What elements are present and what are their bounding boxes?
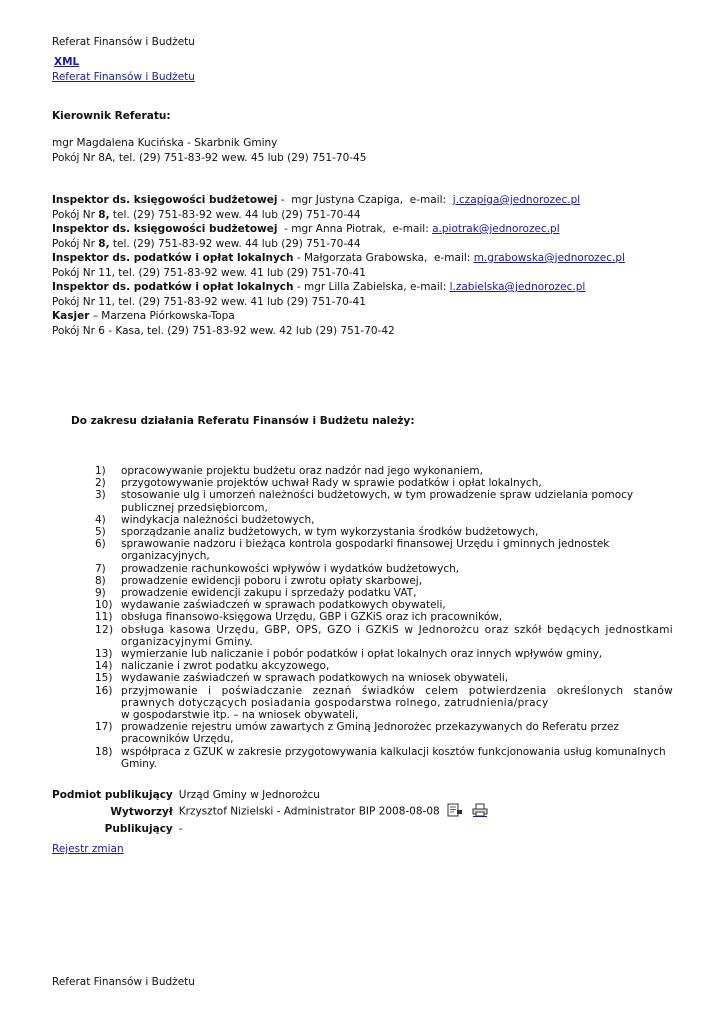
- email-link[interactable]: l.zabielska@jednorozec.pl: [449, 281, 586, 293]
- staff-role-line: [52, 251, 625, 266]
- department-link[interactable]: Referat Finansów i Budżetu: [52, 71, 195, 83]
- list-item: [95, 648, 673, 660]
- list-item: [95, 526, 673, 538]
- list-item: [95, 599, 673, 611]
- list-item: [95, 563, 673, 575]
- staff-role-line: [52, 309, 625, 324]
- email-link[interactable]: m.grabowska@jednorozec.pl: [473, 252, 625, 264]
- item-text: obsługa finansowo-księgowa Urzędu, GBP i GZKiS oraz ich pracowników,: [121, 611, 503, 624]
- staff-room-number: 8,: [98, 208, 110, 221]
- email-link[interactable]: j.czapiga@jednorozec.pl: [452, 194, 581, 206]
- staff-room-line: Pokój Nr 11, tel. (29) 751-83-92 wew. 41 lub (29) 751-70-41: [52, 295, 366, 308]
- staff-person: - mgr Anna Piotrak, e-mail:: [277, 223, 433, 235]
- staff-room-prefix: Pokój Nr: [52, 208, 99, 221]
- staff-room-line: [52, 237, 625, 252]
- item-text: przygotowywanie projektów uchwał Rady w sprawie podatków i opłat lokalnych,: [121, 477, 542, 490]
- head-room: Pokój Nr 8A, tel. (29) 751-83-92 wew. 45 lub (29) 751-70-45: [52, 152, 367, 164]
- item-text: prowadzenie ewidencji zakupu i sprzedaży podatku VAT,: [121, 587, 417, 600]
- staff-role-line: [52, 222, 625, 237]
- item-number: 1): [95, 465, 106, 477]
- staff-role: Inspektor ds. księgowości budżetowej: [52, 194, 278, 206]
- item-text: wymierzanie lub naliczanie i pobór podatków i opłat lokalnych oraz innych wpływów gminy,: [121, 648, 603, 661]
- author-label: Wytworzył: [110, 805, 173, 818]
- author-cell: [179, 803, 493, 820]
- list-item: [95, 721, 673, 745]
- footer-title: Referat Finansów i Budżetu: [52, 976, 195, 988]
- page-title: Referat Finansów i Budżetu: [52, 36, 195, 48]
- item-text: wydawanie zaświadczeń w sprawach podatkowych na wniosek obywateli,: [121, 672, 509, 685]
- list-item: [95, 624, 673, 648]
- item-text: sporządzanie analiz budżetowych, w tym wykorzystania środków budżetowych,: [121, 526, 539, 539]
- print-icon[interactable]: [472, 803, 488, 820]
- staff-room-line: Pokój Nr 6 - Kasa, tel. (29) 751-83-92 wew. 42 lub (29) 751-70-42: [52, 324, 395, 337]
- publication-metadata: [52, 786, 492, 837]
- list-item: [95, 538, 673, 562]
- item-number: 4): [95, 513, 106, 526]
- item-text: prowadzenie rachunkowości wpływów i wydatków budżetowych,: [121, 562, 460, 575]
- item-text: przyjmowanie i poświadczanie zeznań świadków celem potwierdzenia określonych stanów prawnych dotyczących posiadania gospodarstwa rolnego, zatrudnienia/pracy: [121, 684, 673, 709]
- item-number: 15): [95, 672, 113, 685]
- list-item: [95, 685, 673, 722]
- staff-role: Inspektor ds. podatków i opłat lokalnych: [52, 281, 294, 293]
- item-number: 11): [95, 611, 113, 624]
- item-text: prowadzenie rejestru umów zawartych z Gminą Jednorożec przekazywanych do Referatu przez pracowników Urzędu,: [121, 721, 619, 746]
- item-number: 9): [95, 587, 106, 600]
- item-number: 13): [95, 648, 113, 661]
- staff-room-number: 8,: [98, 237, 110, 250]
- item-number: 3): [95, 489, 106, 502]
- staff-room-line: Pokój Nr 11, tel. (29) 751-83-92 wew. 41 lub (29) 751-70-41: [52, 266, 366, 279]
- email-link[interactable]: a.piotrak@jednorozec.pl: [432, 223, 560, 235]
- published-by-label: Publikujący: [104, 822, 173, 835]
- list-item: [95, 660, 673, 672]
- item-text: naliczanie i zwrot podatku akcyzowego,: [121, 660, 330, 673]
- list-item: [95, 746, 673, 770]
- scope-heading: Do zakresu działania Referatu Finansów i Budżetu należy:: [71, 415, 415, 427]
- list-item: [95, 514, 673, 526]
- item-number: 5): [95, 526, 106, 539]
- pdf-icon[interactable]: [447, 803, 463, 820]
- staff-list: [52, 193, 625, 338]
- staff-role: Kasjer: [52, 310, 90, 322]
- item-number: 6): [95, 538, 106, 551]
- item-text: obsługa kasowa Urzędu, GBP, OPS, GZO i GZKiS w Jednorożcu oraz szkół będących jednostkami organizacyjnymi Gminy.: [121, 623, 673, 648]
- change-register-link[interactable]: Rejestr zmian: [52, 843, 124, 855]
- staff-role: Inspektor ds. księgowości budżetowej: [52, 223, 278, 235]
- staff-person: - mgr Justyna Czapiga, e-mail:: [277, 194, 453, 206]
- list-item: [95, 477, 673, 489]
- xml-link[interactable]: XML: [54, 56, 80, 68]
- list-item: [95, 575, 673, 587]
- item-number: 2): [95, 477, 106, 490]
- publisher-value: Urząd Gminy w Jednorożcu: [178, 788, 320, 801]
- item-number: 14): [95, 660, 113, 673]
- item-number: 7): [95, 562, 106, 575]
- item-text: sprawowanie nadzoru i bieżąca kontrola gospodarki finansowej Urzędu i gminnych jednostek organizacyjnych,: [121, 538, 610, 563]
- staff-room-phone: tel. (29) 751-83-92 wew. 44 lub (29) 751-70-44: [109, 237, 361, 250]
- list-item: [95, 489, 673, 513]
- publisher-label: Podmiot publikujący: [52, 788, 173, 801]
- staff-room-phone: tel. (29) 751-83-92 wew. 44 lub (29) 751-70-44: [109, 208, 361, 221]
- staff-person: - mgr Lilla Zabielska, e-mail:: [293, 281, 450, 293]
- item-number: 18): [95, 745, 113, 758]
- staff-room-prefix: Pokój Nr: [52, 237, 99, 250]
- published-by-value: -: [178, 822, 183, 835]
- head-heading: Kierownik Referatu:: [52, 110, 171, 122]
- item-number: 17): [95, 721, 113, 734]
- item-number: 8): [95, 574, 106, 587]
- author-value: Krzysztof Nizielski - Administrator BIP 2008-08-08: [178, 805, 440, 818]
- item-text: windykacja należności budżetowych,: [121, 513, 315, 526]
- item-text: wydawanie zaświadczeń w sprawach podatkowych obywateli,: [121, 599, 446, 612]
- item-number: 10): [95, 599, 113, 612]
- staff-role-line: [52, 280, 625, 295]
- staff-role: Inspektor ds. podatków i opłat lokalnych: [52, 252, 294, 264]
- staff-room-line: [52, 208, 625, 223]
- item-text-continued: w gospodarstwie itp. – na wniosek obywateli,: [121, 709, 359, 722]
- duties-list: [95, 465, 673, 770]
- item-text: współpraca z GZUK w zakresie przygotowywania kalkulacji kosztów funkcjonowania usług komunalnych Gminy.: [121, 745, 666, 770]
- list-item: [95, 587, 673, 599]
- list-item: [95, 672, 673, 684]
- list-item: [95, 611, 673, 623]
- item-text: prowadzenie ewidencji poboru i zwrotu opłaty skarbowej,: [121, 574, 423, 587]
- staff-person: – Marzena Piórkowska-Topa: [89, 310, 235, 322]
- item-number: 12): [95, 623, 114, 636]
- list-item: [95, 465, 673, 477]
- item-number: 16): [95, 684, 113, 697]
- item-text: stosowanie ulg i umorzeń należności budżetowych, w tym prowadzenie spraw udzielania pomocy publicznej przedsiębiorcom,: [121, 489, 634, 514]
- staff-role-line: [52, 193, 625, 208]
- head-name: mgr Magdalena Kucińska - Skarbnik Gminy: [52, 137, 278, 149]
- item-text: opracowywanie projektu budżetu oraz nadzór nad jego wykonaniem,: [121, 465, 483, 477]
- staff-person: - Małgorzata Grabowska, e-mail:: [293, 252, 474, 264]
